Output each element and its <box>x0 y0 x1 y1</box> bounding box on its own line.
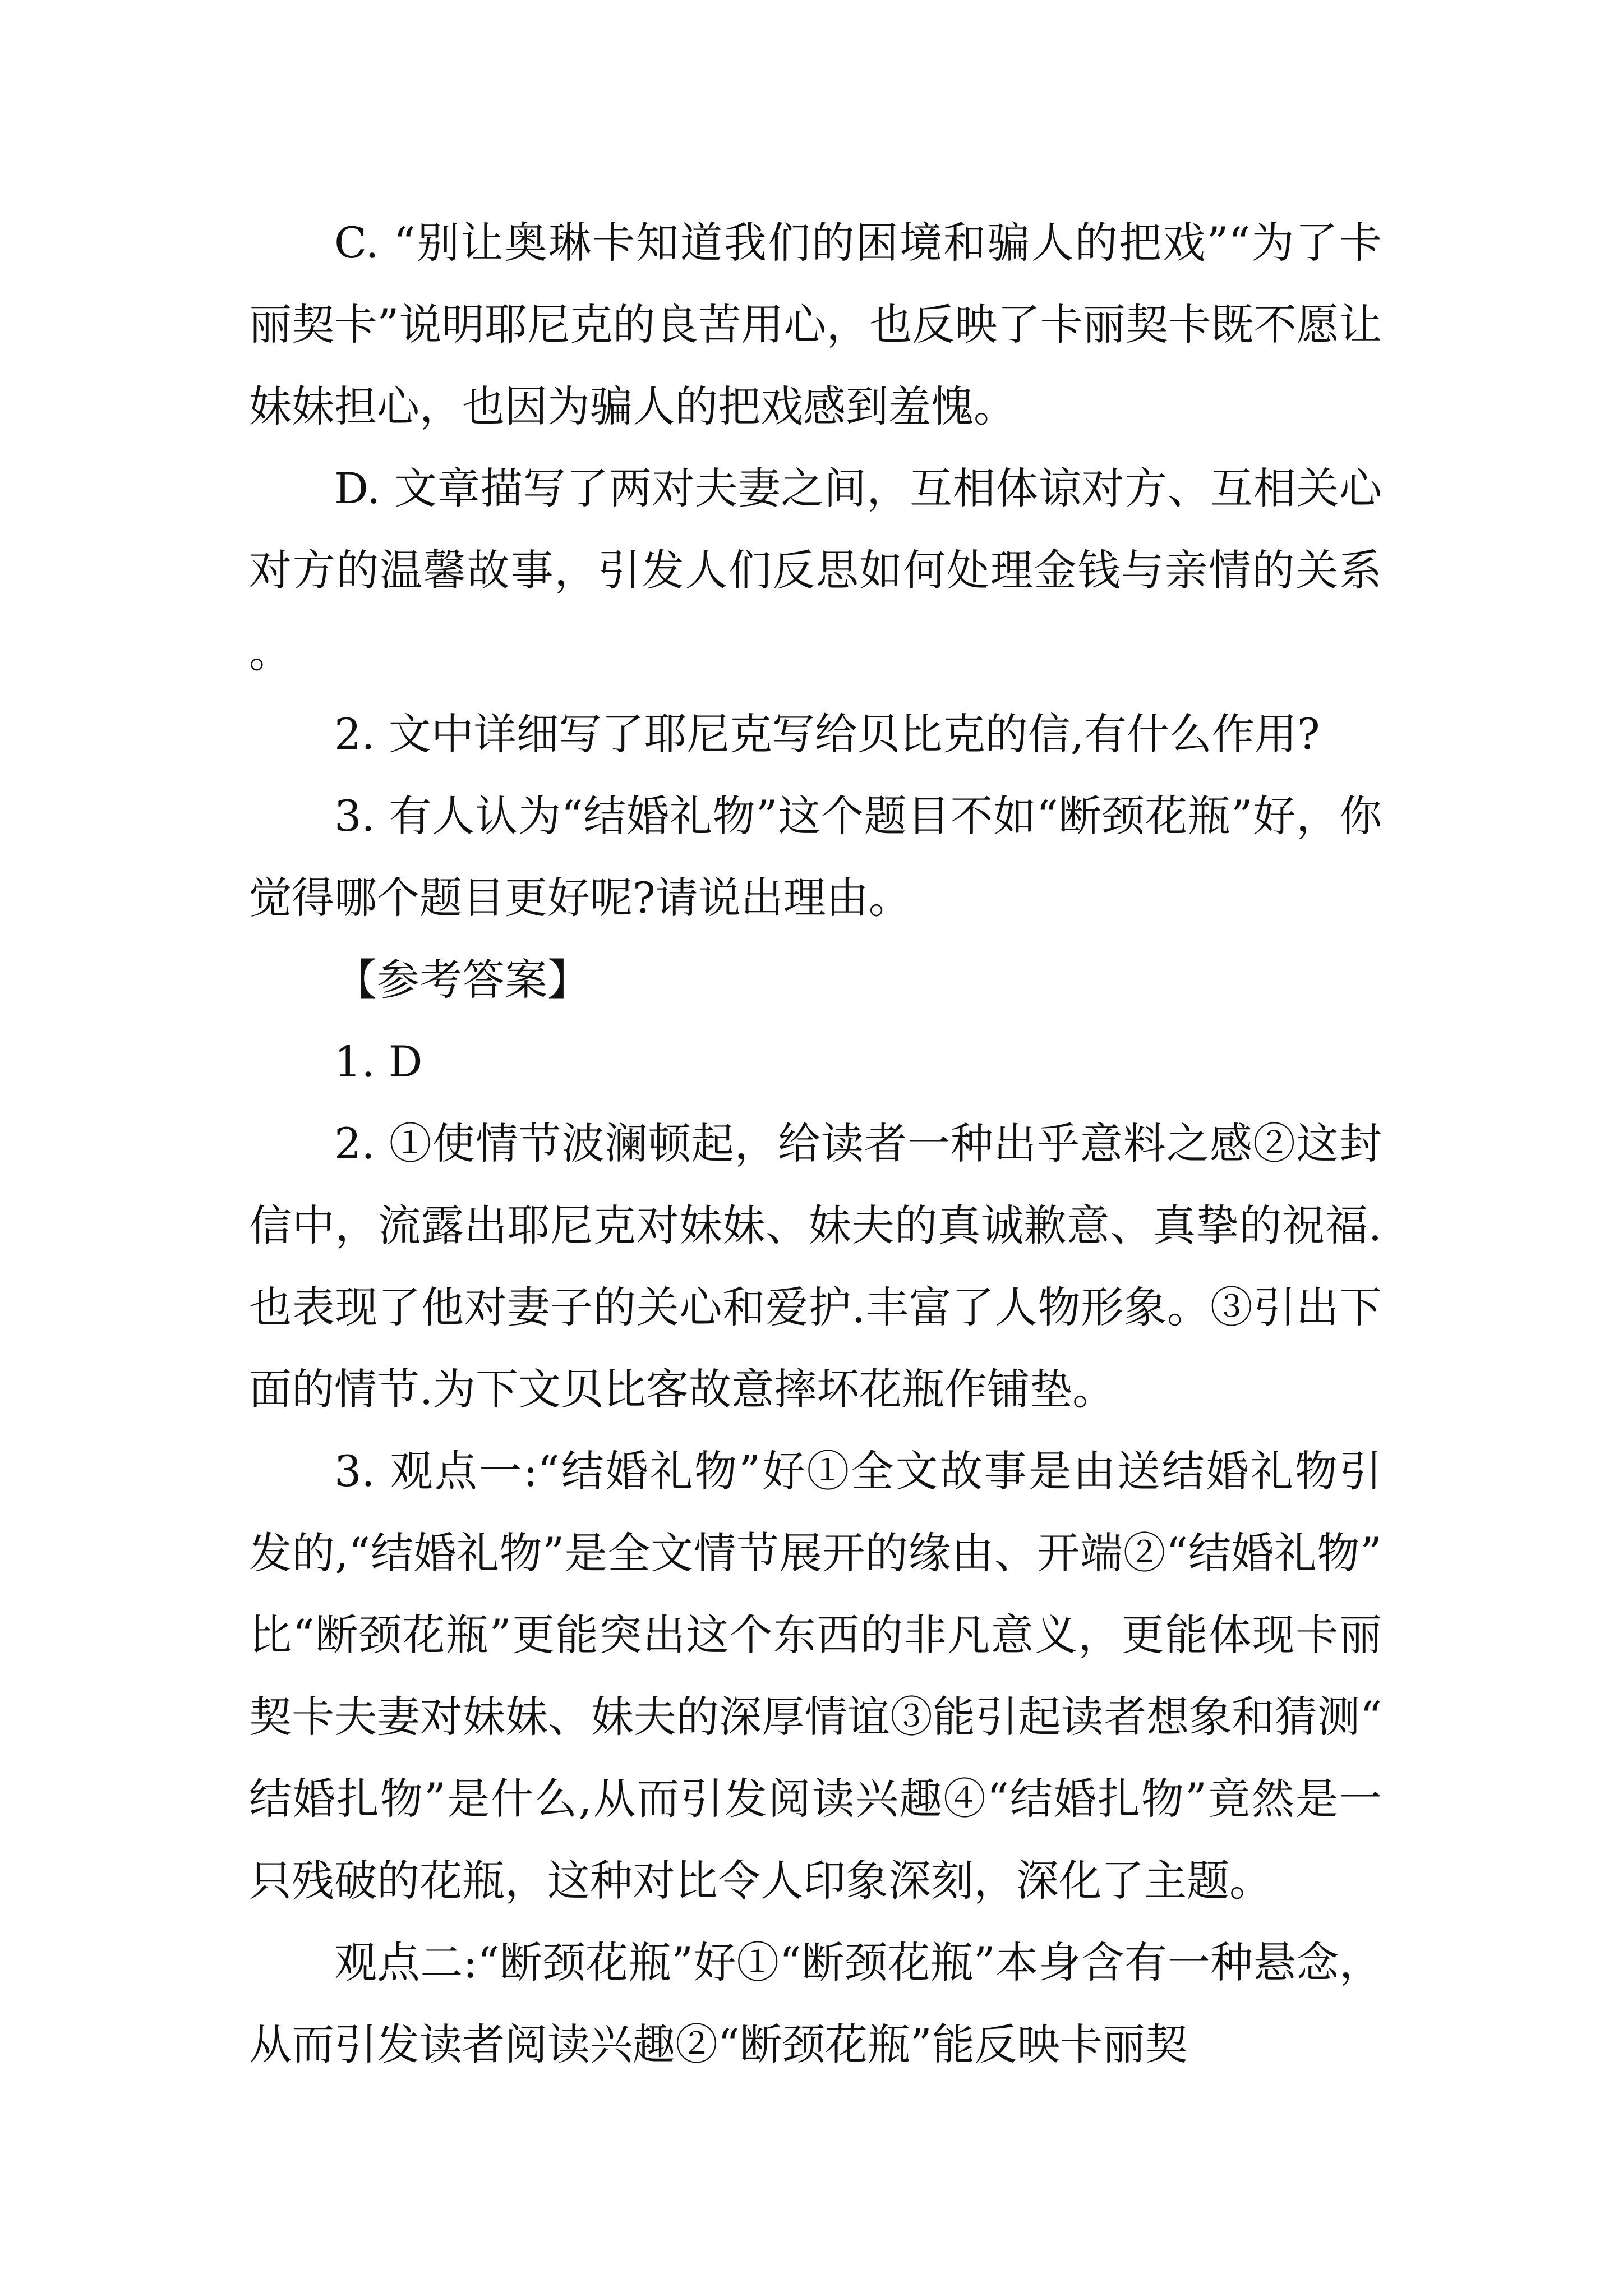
option-c-paragraph: C. “别让奥琳卡知道我们的困境和骗人的把戏”“为了卡丽契卡”说明耶尼克的良苦用心，也反映了卡丽契卡既不愿让妹妹担心，也因为骗人的把戏感到羞愧。 <box>249 218 1382 431</box>
question-2: 2. 文中详细写了耶尼克写给贝比克的信,有什么作用? <box>334 709 1320 759</box>
answer-3-viewpoint-1: 3. 观点一:“结婚礼物”好①全文故事是由送结婚礼物引发的,“结婚礼物”是全文情节展开的缘由、开端②“结婚礼物”比“断颈花瓶”更能突出这个东西的非凡意义，更能体现卡丽契卡夫妻对妹妹、妹夫的深厚情谊③能引起读者想象和猜测“结婚扎物”是什么,从而引发阅读兴趣④“结婚扎物”竟然是一只残破的花瓶，这种对比令人印象深刻，深化了主题。 <box>249 1446 1382 1906</box>
answer-heading: 【参考答案】 <box>334 955 590 1005</box>
answer-2: 2. ①使情节波澜顿起，给读者一种出乎意料之感②这封信中，流露出耶尼克对妹妹、妹夫的真诚歉意、真挚的祝福.也表现了他对妻子的关心和爱护.丰富了人物形象。③引出下面的情节.为下文贝比客故意摔坏花瓶作铺垫。 <box>249 1119 1382 1414</box>
answer-1: 1. D <box>334 1037 423 1087</box>
option-d-paragraph: D. 文章描写了两对夫妻之间，互相体谅对方、互相关心对方的温馨故事，引发人们反思如何处理金钱与亲情的关系。 <box>249 463 1382 677</box>
answer-3-viewpoint-2: 观点二:“断颈花瓶”好①“断颈花瓶”本身含有一种悬念，从而引发读者阅读兴趣②“断颈花瓶”能反映卡丽契 <box>249 1938 1382 2069</box>
question-3: 3. 有人认为“结婚礼物”这个题目不如“断颈花瓶”好，你觉得哪个题目更好呢?请说出理由。 <box>249 791 1382 923</box>
document-body <box>249 202 1382 2086</box>
